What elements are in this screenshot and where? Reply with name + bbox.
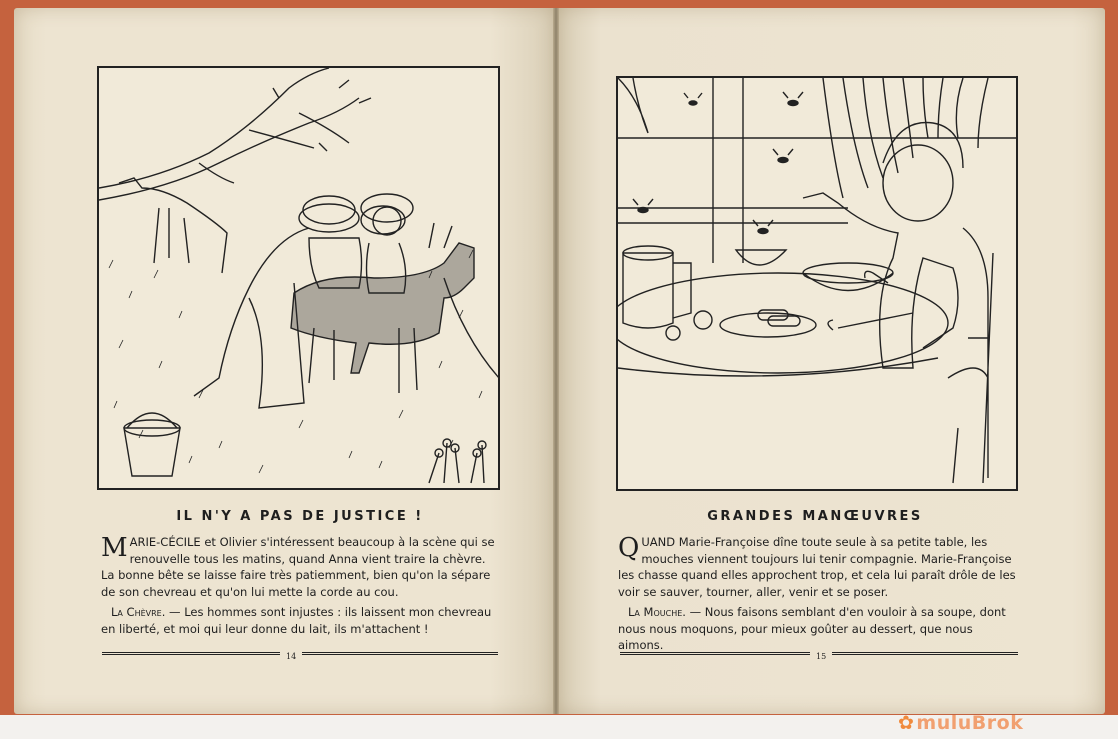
- child-drawing: [618, 78, 1016, 489]
- footer-rule-left-a: [102, 652, 280, 655]
- lead-words: UAND: [641, 535, 676, 549]
- dropcap: M: [101, 533, 128, 563]
- right-page-paragraph-2: [618, 604, 1020, 654]
- child-flies-illustration: [616, 76, 1018, 491]
- paragraph-text: — Les hommes sont injustes : ils laissent mon chevreau en liberté, et moi qui leur donne du lait, ils m'attachent !: [101, 605, 492, 636]
- goat-illustration: [97, 66, 500, 490]
- goat-drawing: [99, 68, 498, 488]
- right-page-paragraph-1: [618, 534, 1020, 600]
- book-gutter: [553, 8, 559, 714]
- left-page-paragraph-1: [101, 534, 499, 600]
- paragraph-text: — Nous faisons semblant d'en vouloir à sa soupe, dont nous nous moquons, pour mieux goûter au dessert, que nous aimons.: [618, 605, 1006, 652]
- paragraph-text: et Olivier s'intéressent beaucoup à la scène qui se renouvelle tous les matins, quand Anna vient traire la chèvre. La bonne bête se laisse faire très patiemment, bien qu'on la sépare de son chevreau et qu'on lui mette la corde au cou.: [101, 535, 495, 599]
- watermark-text: muluBrok: [916, 712, 1024, 734]
- flower-icon: ✿: [898, 712, 915, 734]
- page-number-right: 15: [816, 652, 827, 661]
- footer-rule-right-b: [832, 652, 1018, 655]
- watermark-logo: [898, 712, 1023, 734]
- speaker-label: La Chèvre.: [111, 605, 166, 619]
- left-page-title: IL N'Y A PAS DE JUSTICE !: [176, 509, 424, 524]
- footer-rule-right-a: [620, 652, 810, 655]
- paragraph-text: Marie-Françoise dîne toute seule à sa petite table, les mouches viennent toujours lui tenir compagnie. Marie-Françoise les chasse quand elles approchent trop, et cela lui paraît drôle de les voir se sauver, tourner, aller, venir et se poser.: [618, 535, 1016, 599]
- right-page-title: GRANDES MANŒUVRES: [707, 509, 923, 524]
- dropcap: Q: [618, 533, 640, 563]
- footer-rule-left-b: [302, 652, 498, 655]
- page-number-left: 14: [286, 652, 297, 661]
- speaker-label: La Mouche.: [628, 605, 686, 619]
- left-page-paragraph-2: [101, 604, 499, 637]
- lead-words: ARIE-CÉCILE: [129, 535, 201, 549]
